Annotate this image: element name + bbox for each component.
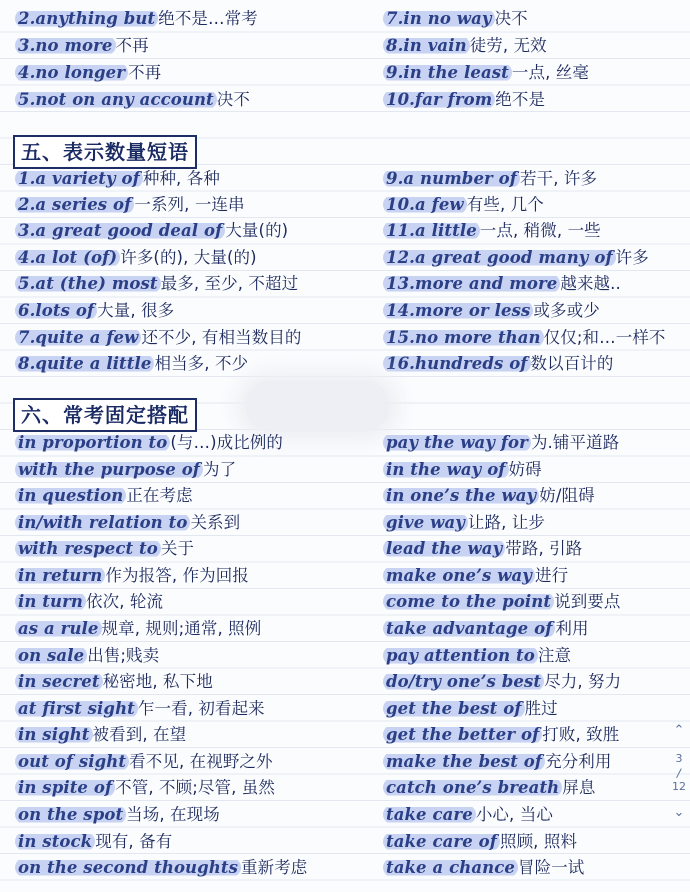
phrase-row: [0, 245, 690, 272]
phrase-row: [0, 536, 690, 563]
english-phrase: as a rule: [15, 619, 102, 638]
phrase-row: [0, 643, 690, 670]
english-phrase: 4.no longer: [15, 63, 128, 82]
chinese-meaning: 大量(的): [225, 221, 289, 240]
phrase-entry: [15, 776, 275, 800]
phrase-row: [0, 483, 690, 510]
phrase-row: [0, 192, 690, 219]
phrase-row: [0, 60, 690, 87]
section-heading: 五、表示数量短语: [13, 135, 197, 169]
english-phrase: on sale: [15, 646, 87, 665]
phrase-row: [0, 510, 690, 537]
english-phrase: 10.far from: [383, 90, 495, 109]
chinese-meaning: 绝不是…常考: [158, 9, 258, 28]
chinese-meaning: 被看到, 在望: [92, 725, 187, 744]
chinese-meaning: 一系列, 一连串: [134, 195, 245, 214]
phrase-row: [0, 722, 690, 749]
phrase-entry: [383, 431, 619, 455]
english-phrase: in/with relation to: [15, 513, 190, 532]
chinese-meaning: 乍一看, 初看起来: [137, 699, 265, 718]
phrase-entry: [383, 61, 589, 85]
phrase-entry: [383, 723, 619, 747]
phrase-entry: [15, 723, 186, 747]
phrase-entry: [15, 431, 283, 455]
phrase-row: [0, 696, 690, 723]
phrase-row: [0, 669, 690, 696]
english-phrase: make one’s way: [383, 566, 535, 585]
chinese-meaning: 数以百计的: [530, 354, 614, 373]
phrase-entry: [15, 272, 298, 296]
english-phrase: on the second thoughts: [15, 858, 241, 877]
english-phrase: 2.a series of: [15, 195, 134, 214]
english-phrase: 3.a great good deal of: [15, 221, 225, 240]
chinese-meaning: 关系到: [190, 513, 241, 532]
english-phrase: 8.in vain: [383, 36, 470, 55]
phrase-row: [0, 87, 690, 114]
chinese-meaning: 为.铺平道路: [530, 433, 620, 452]
chinese-meaning: 相当多, 不少: [154, 354, 249, 373]
phrase-entry: [383, 564, 568, 588]
chinese-meaning: 决不: [494, 9, 528, 28]
chinese-meaning: 照顾, 照料: [499, 832, 578, 851]
chinese-meaning: 不再: [128, 63, 162, 82]
english-phrase: in secret: [15, 672, 103, 691]
english-phrase: 3.no more: [15, 36, 116, 55]
page-indicator[interactable]: [669, 724, 689, 874]
english-phrase: get the best of: [383, 699, 525, 718]
chinese-meaning: 正在考虑: [126, 486, 193, 505]
chinese-meaning: 冒险一试: [518, 858, 585, 877]
english-phrase: 1.a variety of: [15, 169, 143, 188]
phrase-entry: [15, 326, 302, 350]
english-phrase: 9.a number of: [383, 169, 520, 188]
phrase-entry: [383, 219, 601, 243]
chinese-meaning: 仅仅;和…一样不: [543, 328, 666, 347]
chinese-meaning: 大量, 很多: [97, 301, 175, 320]
phrase-entry: [15, 352, 248, 376]
english-phrase: come to the point: [383, 592, 554, 611]
chinese-meaning: 作为报答, 作为回报: [105, 566, 249, 585]
chinese-meaning: 或多或少: [533, 301, 600, 320]
english-phrase: lead the way: [383, 539, 505, 558]
phrase-entry: [383, 246, 649, 270]
phrase-entry: [383, 750, 611, 774]
phrase-entry: [383, 537, 582, 561]
phrase-row: [0, 430, 690, 457]
phrase-entry: [383, 7, 528, 31]
phrase-entry: [383, 511, 545, 535]
chinese-meaning: 最多, 至少, 不超过: [160, 274, 299, 293]
chinese-meaning: 进行: [534, 566, 569, 585]
phrase-entry: [15, 193, 245, 217]
phrase-entry: [15, 246, 257, 270]
english-phrase: 11.a little: [383, 221, 480, 240]
phrase-row: [0, 563, 690, 590]
phrase-entry: [15, 590, 163, 614]
phrase-entry: [15, 7, 258, 31]
phrase-entry: [15, 458, 236, 482]
phrase-row: [0, 589, 690, 616]
english-phrase: in stock: [15, 832, 95, 851]
phrase-entry: [383, 644, 571, 668]
phrase-row: [0, 775, 690, 802]
phrase-entry: [15, 88, 250, 112]
phrase-entry: [15, 34, 149, 58]
english-phrase: 5.not on any account: [15, 90, 217, 109]
chinese-meaning: 决不: [216, 90, 250, 109]
total-page-number: 12: [672, 780, 686, 793]
phrase-entry: [383, 617, 589, 641]
chinese-meaning: 为了: [203, 460, 237, 479]
english-phrase: 6.lots of: [15, 301, 97, 320]
phrase-entry: [15, 219, 288, 243]
phrase-entry: [383, 352, 614, 376]
chinese-meaning: 种种, 各种: [142, 169, 220, 188]
phrase-entry: [15, 670, 213, 694]
english-phrase: in proportion to: [15, 433, 170, 452]
phrase-row: [0, 218, 690, 245]
phrase-entry: [383, 299, 600, 323]
phrase-entry: [15, 830, 172, 854]
phrase-entry: [383, 458, 542, 482]
chinese-meaning: 一点, 稍微, 一些: [479, 221, 601, 240]
english-phrase: in the way of: [383, 460, 509, 479]
chinese-meaning: 许多: [615, 248, 649, 267]
phrase-entry: [15, 617, 261, 641]
phrase-row: [0, 33, 690, 60]
english-phrase: in turn: [15, 592, 86, 611]
english-phrase: in question: [15, 486, 126, 505]
phrase-entry: [383, 326, 666, 350]
chinese-meaning: 妨/阻碍: [539, 486, 595, 505]
chinese-meaning: 还不少, 有相当数目的: [141, 328, 302, 347]
chinese-meaning: 看不见, 在视野之外: [129, 752, 273, 771]
chinese-meaning: 有些, 几个: [466, 195, 544, 214]
phrase-entry: [15, 644, 159, 668]
section-heading: 六、常考固定搭配: [13, 398, 197, 432]
phrase-row: [0, 166, 690, 193]
english-phrase: in one’s the way: [383, 486, 539, 505]
phrase-row: [0, 271, 690, 298]
chinese-meaning: 若干, 许多: [520, 169, 598, 188]
phrase-entry: [383, 830, 577, 854]
phrase-entry: [383, 167, 597, 191]
phrase-entry: [15, 803, 220, 827]
english-phrase: with respect to: [15, 539, 161, 558]
english-phrase: 5.at (the) most: [15, 274, 161, 293]
phrase-row: [0, 298, 690, 325]
english-phrase: at first sight: [15, 699, 138, 718]
phrase-entry: [383, 670, 621, 694]
english-phrase: pay attention to: [383, 646, 538, 665]
chinese-meaning: 绝不是: [495, 90, 546, 109]
chinese-meaning: 徒劳, 无效: [469, 36, 547, 55]
english-phrase: do/try one’s best: [383, 672, 544, 691]
phrase-entry: [15, 484, 193, 508]
chinese-meaning: 越来越..: [560, 274, 621, 293]
phrase-entry: [383, 697, 558, 721]
phrase-entry: [383, 776, 595, 800]
chinese-meaning: 充分利用: [545, 752, 612, 771]
phrase-row: [0, 325, 690, 352]
english-phrase: 8.quite a little: [15, 354, 154, 373]
phrase-entry: [383, 803, 553, 827]
phrase-entry: [383, 88, 545, 112]
chinese-meaning: 打败, 致胜: [542, 725, 620, 744]
chinese-meaning: 依次, 轮流: [86, 592, 164, 611]
phrase-row: [0, 829, 690, 856]
english-phrase: 10.a few: [383, 195, 467, 214]
english-phrase: pay the way for: [383, 433, 531, 452]
chinese-meaning: 一点, 丝毫: [511, 63, 589, 82]
phrase-entry: [383, 590, 621, 614]
english-phrase: on the spot: [15, 805, 126, 824]
chinese-meaning: 规章, 规则;通常, 照例: [101, 619, 262, 638]
phrase-entry: [15, 697, 265, 721]
english-phrase: make the best of: [383, 752, 545, 771]
phrase-entry: [15, 511, 240, 535]
chinese-meaning: 带路, 引路: [505, 539, 583, 558]
english-phrase: 7.in no way: [383, 9, 495, 28]
english-phrase: catch one’s breath: [383, 778, 562, 797]
chinese-meaning: 妨碍: [508, 460, 542, 479]
english-phrase: 13.more and more: [383, 274, 560, 293]
phrase-row: [0, 749, 690, 776]
english-phrase: get the better of: [383, 725, 542, 744]
english-phrase: 9.in the least: [383, 63, 512, 82]
chinese-meaning: (与…)成比例的: [170, 433, 284, 452]
phrase-entry: [15, 299, 174, 323]
chinese-meaning: 不再: [115, 36, 149, 55]
english-phrase: give way: [383, 513, 468, 532]
chinese-meaning: 当场, 在现场: [126, 805, 220, 824]
phrase-row: [0, 457, 690, 484]
phrase-entry: [383, 856, 584, 880]
phrase-row: [0, 802, 690, 829]
chevron-down-icon[interactable]: ⌄: [673, 805, 685, 820]
english-phrase: out of sight: [15, 752, 129, 771]
phrase-row: [0, 855, 690, 882]
phrase-entry: [15, 61, 161, 85]
chinese-meaning: 说到要点: [554, 592, 621, 611]
chinese-meaning: 小心, 当心: [475, 805, 553, 824]
english-phrase: take care of: [383, 832, 500, 851]
phrase-entry: [383, 193, 544, 217]
chevron-up-icon[interactable]: ⌃: [673, 723, 685, 738]
phrase-entry: [15, 537, 194, 561]
english-phrase: 4.a lot (of): [15, 248, 120, 267]
chinese-meaning: 屏息: [562, 778, 596, 797]
english-phrase: in spite of: [15, 778, 115, 797]
english-phrase: take a chance: [383, 858, 518, 877]
phrase-row: [0, 6, 690, 33]
blurred-patch: [245, 380, 390, 432]
phrase-entry: [15, 750, 273, 774]
chinese-meaning: 让路, 让步: [467, 513, 546, 532]
chinese-meaning: 胜过: [524, 699, 558, 718]
phrase-entry: [383, 484, 595, 508]
phrase-entry: [383, 34, 547, 58]
phrase-entry: [15, 167, 220, 191]
phrase-entry: [15, 564, 249, 588]
phrase-row: [0, 616, 690, 643]
english-phrase: 12.a great good many of: [383, 248, 616, 267]
english-phrase: 2.anything but: [15, 9, 158, 28]
english-phrase: 14.more or less: [383, 301, 533, 320]
english-phrase: 15.no more than: [383, 328, 544, 347]
phrase-entry: [383, 272, 621, 296]
chinese-meaning: 关于: [160, 539, 195, 558]
english-phrase: 7.quite a few: [15, 328, 141, 347]
phrase-row: [0, 351, 690, 378]
chinese-meaning: 许多(的), 大量(的): [120, 248, 257, 267]
english-phrase: 16.hundreds of: [383, 354, 531, 373]
chinese-meaning: 秘密地, 私下地: [102, 672, 213, 691]
chinese-meaning: 尽力, 努力: [544, 672, 622, 691]
chinese-meaning: 出售;贱卖: [87, 646, 160, 665]
chinese-meaning: 利用: [555, 619, 589, 638]
english-phrase: in return: [15, 566, 105, 585]
english-phrase: take care: [383, 805, 476, 824]
chinese-meaning: 注意: [537, 646, 572, 665]
page-separator: /: [675, 765, 683, 781]
english-phrase: take advantage of: [383, 619, 555, 638]
current-page-number: 3: [675, 752, 683, 765]
chinese-meaning: 现有, 备有: [95, 832, 173, 851]
english-phrase: in sight: [15, 725, 93, 744]
phrase-entry: [15, 856, 307, 880]
english-phrase: with the purpose of: [15, 460, 203, 479]
chinese-meaning: 不管, 不顾;尽管, 虽然: [115, 778, 276, 797]
chinese-meaning: 重新考虑: [241, 858, 308, 877]
